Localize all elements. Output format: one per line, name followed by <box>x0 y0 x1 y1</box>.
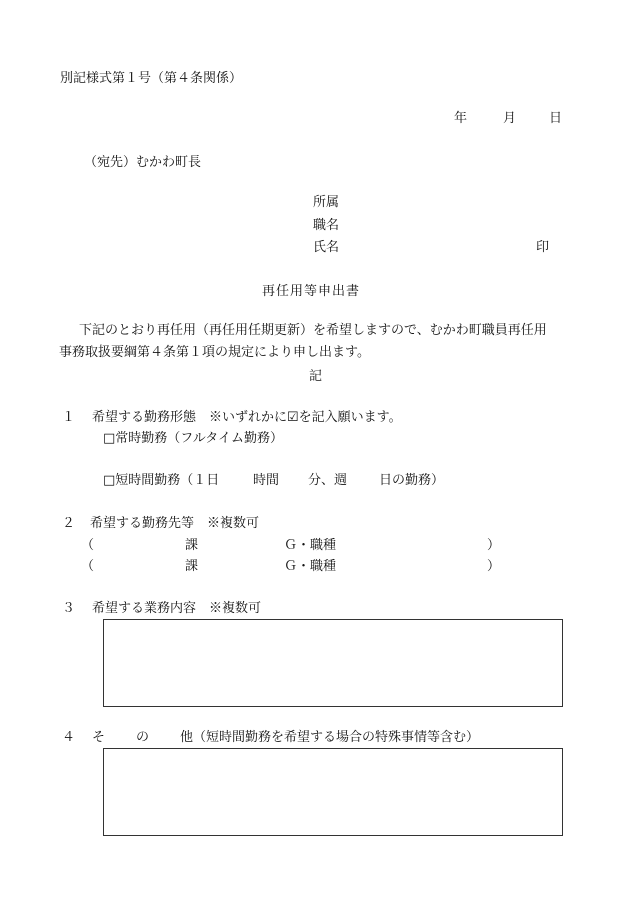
seal-mark: 印 <box>536 240 550 255</box>
row-close-paren: ） <box>487 538 501 553</box>
section4-so: そ <box>92 730 106 745</box>
option-parttime[interactable]: □短時間勤務（１日 <box>103 473 220 488</box>
section2-number: ２ <box>62 516 76 531</box>
row-ka-label: 課 <box>185 538 199 553</box>
section3-number: ３ <box>62 601 76 616</box>
section1-title: 希望する勤務形態 ※いずれかに☑を記入願います。 <box>92 410 402 425</box>
section1-number: １ <box>62 410 76 425</box>
parttime-days-label: 日の勤務） <box>379 473 445 488</box>
other-notes-box[interactable] <box>103 748 563 836</box>
ki-heading: 記 <box>309 369 323 384</box>
body-line-2: 事務取扱要綱第４条第１項の規定により申し出ます。 <box>59 345 370 360</box>
applicant-name: 氏名 <box>313 240 340 255</box>
section4-no: の <box>136 730 150 745</box>
section3-title: 希望する業務内容 ※複数可 <box>92 601 262 616</box>
addressee: （宛先）むかわ町長 <box>84 155 202 170</box>
date-year: 年 <box>454 111 468 126</box>
form-label: 別記様式第１号（第４条関係） <box>60 71 243 86</box>
section4-ta: 他（短時間勤務を希望する場合の特殊事情等含む） <box>180 730 480 745</box>
applicant-affiliation: 所属 <box>313 195 340 210</box>
work-content-box[interactable] <box>103 619 563 707</box>
document-title: 再任用等申出書 <box>262 284 361 299</box>
applicant-position: 職名 <box>313 218 340 233</box>
row-ka-label: 課 <box>185 559 199 574</box>
row-g-label: Ｇ・職種 <box>284 538 337 553</box>
row-g-label: Ｇ・職種 <box>284 559 337 574</box>
parttime-hours-label: 時間 <box>253 473 280 488</box>
parttime-minutes-label: 分、週 <box>308 473 348 488</box>
date-month: 月 <box>503 111 517 126</box>
section2-title: 希望する勤務先等 ※複数可 <box>90 516 260 531</box>
section4-number: ４ <box>62 730 76 745</box>
row-open-paren: （ <box>81 559 95 574</box>
date-day: 日 <box>549 111 563 126</box>
body-line-1: 下記のとおり再任用（再任用任期更新）を希望しますので、むかわ町職員再任用 <box>79 323 547 338</box>
body-text <box>59 320 579 364</box>
option-fulltime[interactable]: □常時勤務（フルタイム勤務） <box>103 431 283 446</box>
row-close-paren: ） <box>487 559 501 574</box>
row-open-paren: （ <box>81 538 95 553</box>
